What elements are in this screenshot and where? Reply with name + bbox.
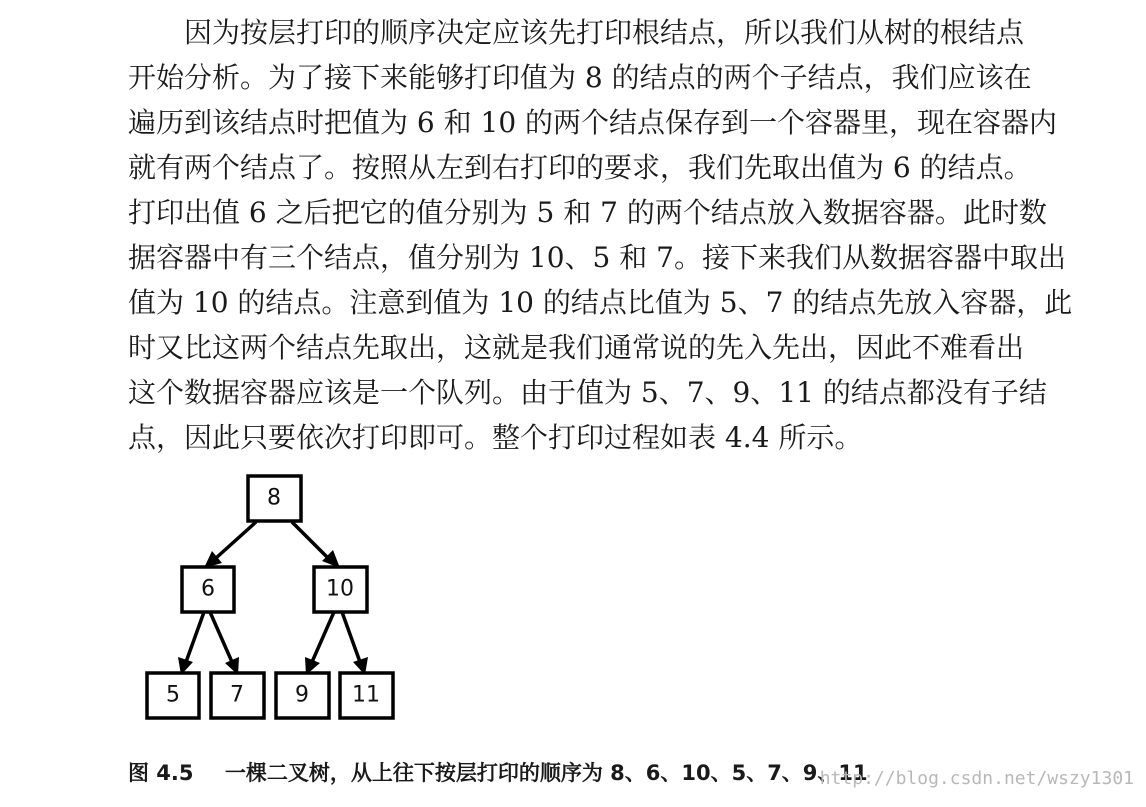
edge-10-9 — [312, 612, 334, 662]
figure-caption — [128, 757, 868, 787]
tree-node-left — [182, 567, 234, 612]
paragraph-line-6: 据容器中有三个结点，值分别为 10、5 和 7。接下来我们从数据容器中取出 — [128, 241, 1066, 274]
node-label-right: 10 — [326, 576, 354, 602]
figure-caption-text: 一棵二叉树，从上往下按层打印的顺序为 8、6、10、5、7、9、11 — [224, 761, 868, 785]
tree-node-leaf-2 — [211, 673, 264, 718]
paragraph-line-4: 就有两个结点了。按照从左到右打印的要求，我们先取出值为 6 的结点。 — [128, 151, 1032, 184]
edge-8-10 — [292, 522, 328, 558]
node-label-leaf-2: 7 — [230, 682, 244, 708]
paragraph-line-9: 这个数据容器应该是一个队列。由于值为 5、7、9、11 的结点都没有子结 — [128, 376, 1047, 409]
paragraph-line-1: 因为按层打印的顺序决定应该先打印根结点，所以我们从树的根结点 — [184, 16, 1025, 49]
paragraph-line-8: 时又比这两个结点先取出，这就是我们通常说的先入先出，因此不难看出 — [128, 331, 1025, 364]
node-label-leaf-4: 11 — [352, 682, 380, 708]
paragraph-line-10: 点，因此只要依次打印即可。整个打印过程如表 4.4 所示。 — [128, 421, 863, 454]
paragraph-line-3: 遍历到该结点时把值为 6 和 10 的两个结点保存到一个容器里，现在容器内 — [128, 106, 1058, 139]
edge-10-11 — [342, 612, 360, 662]
node-label-leaf-3: 9 — [295, 682, 309, 708]
edge-6-7 — [210, 612, 232, 662]
node-label-leaf-1: 5 — [166, 682, 180, 708]
edge-8-6 — [216, 522, 256, 558]
paragraph-line-2: 开始分析。为了接下来能够打印值为 8 的结点的两个子结点，我们应该在 — [128, 61, 1032, 94]
edge-6-5 — [186, 612, 204, 662]
tree-node-leaf-4 — [340, 673, 393, 718]
figure-number: 图 4.5 — [128, 761, 194, 785]
source-watermark: http://blog.csdn.net/wszy1301 — [819, 768, 1134, 789]
node-label-left: 6 — [201, 576, 215, 602]
node-label-root: 8 — [267, 485, 281, 511]
tree-node-leaf-3 — [276, 673, 329, 718]
tree-node-leaf-1 — [147, 673, 199, 718]
tree-node-right — [314, 567, 367, 612]
tree-node-root — [248, 476, 301, 521]
paragraph-line-7: 值为 10 的结点。注意到值为 10 的结点比值为 5、7 的结点先放入容器，此 — [128, 286, 1073, 319]
paragraph-line-5: 打印出值 6 之后把它的值分别为 5 和 7 的两个结点放入数据容器。此时数 — [128, 196, 1047, 229]
